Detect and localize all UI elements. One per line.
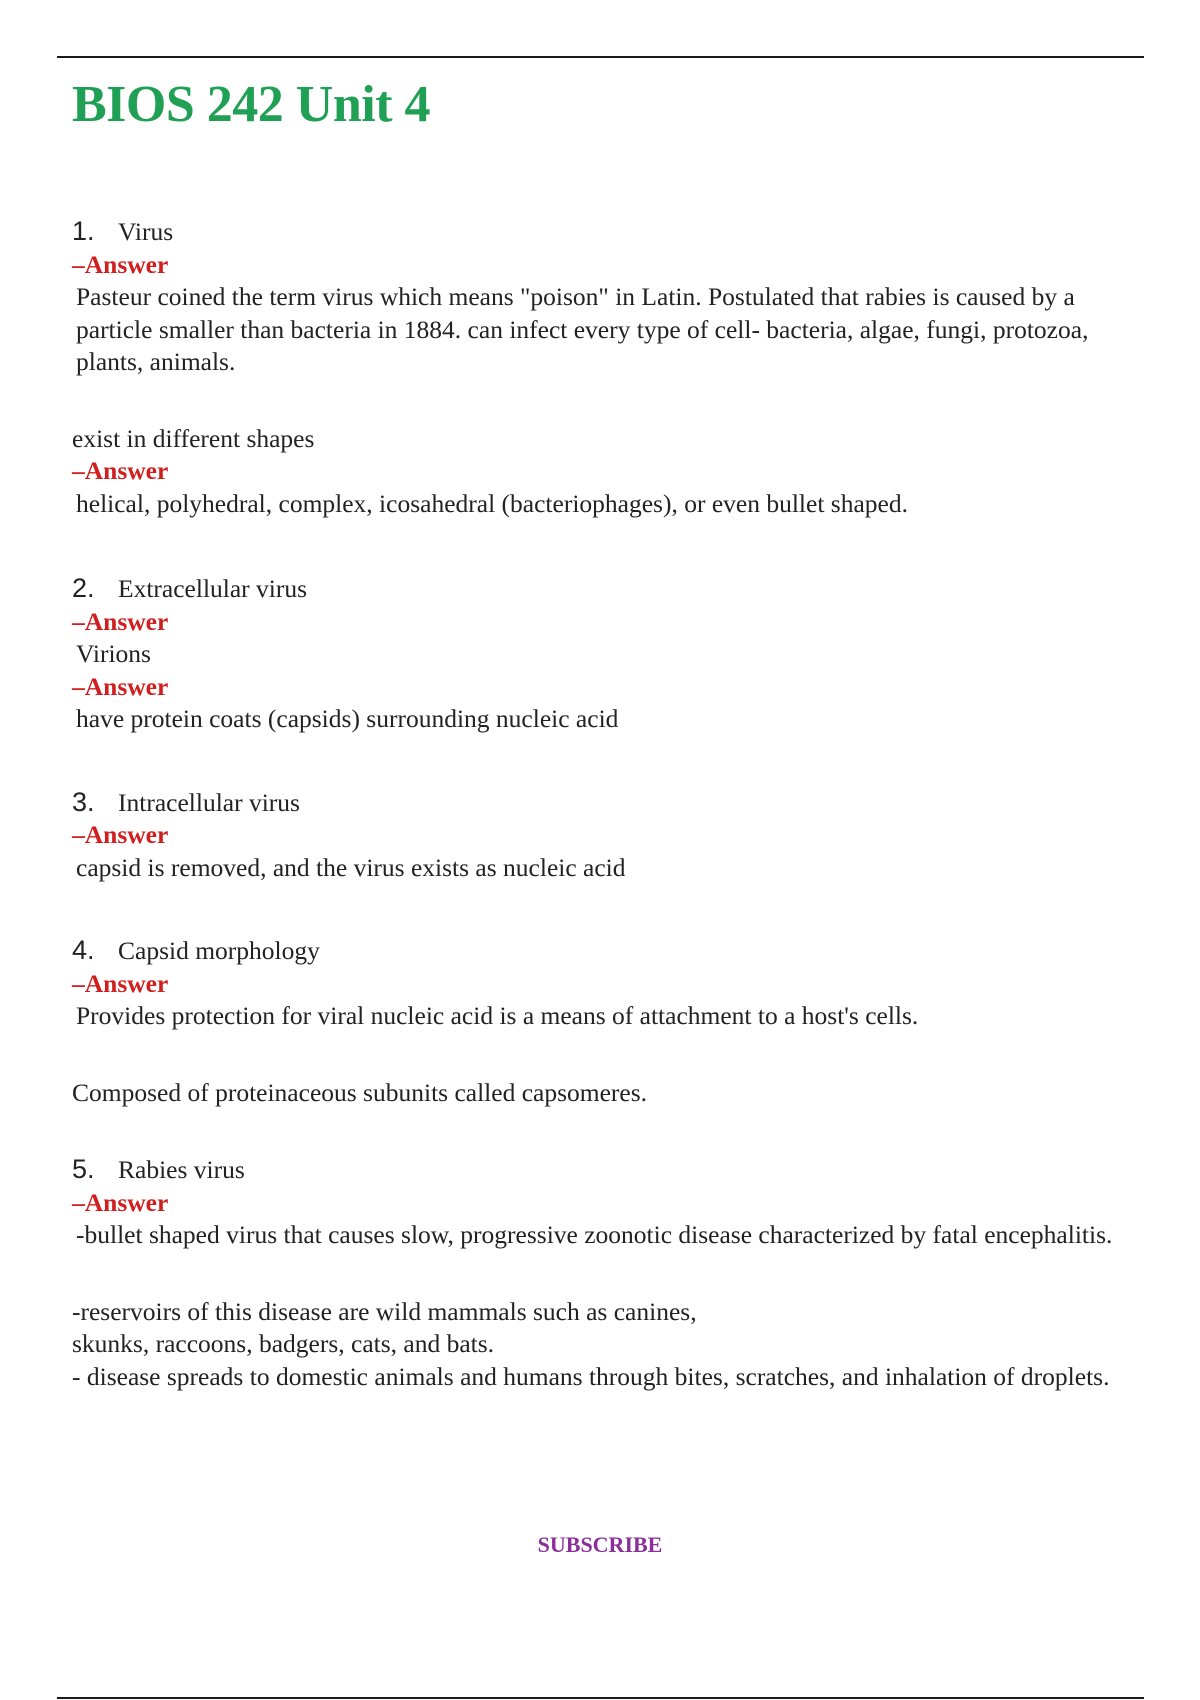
question-number: 3. xyxy=(72,786,95,817)
question-term: Rabies virus xyxy=(118,1155,245,1184)
answer-label: –Answer xyxy=(72,456,169,485)
answer-text: Virions xyxy=(76,639,151,668)
answer-label: –Answer xyxy=(72,249,169,279)
qa-content xyxy=(72,215,1132,1393)
subscribe-link[interactable]: SUBSCRIBE xyxy=(537,1532,663,1557)
answer-extra: Composed of proteinaceous subunits called capsomeres. xyxy=(72,1077,648,1107)
answer-extra: -reservoirs of this disease are wild mammals such as canines, xyxy=(72,1296,697,1326)
answer-label: –Answer xyxy=(72,820,169,849)
answer-label: –Answer xyxy=(72,606,169,636)
question-number: 4. xyxy=(72,935,95,965)
question-number: 1. xyxy=(72,216,95,246)
question-4 xyxy=(72,934,1132,968)
question-1 xyxy=(72,215,1132,249)
question-term: Extracellular virus xyxy=(118,574,308,603)
answer-label: –Answer xyxy=(72,1187,169,1217)
answer-extra: skunks, raccoons, badgers, cats, and bats. xyxy=(72,1329,495,1358)
page-title: BIOS 242 Unit 4 xyxy=(72,76,431,133)
question-5 xyxy=(72,1153,1132,1187)
question-term: Virus xyxy=(118,217,174,246)
answer-label: –Answer xyxy=(72,671,169,701)
answer-extra: - disease spreads to domestic animals and humans through bites, scratches, and inhalation of droplets. xyxy=(72,1361,1110,1391)
answer-text: Pasteur coined the term virus which means "poison" in Latin. Postulated that rabies is caused by a particle smaller than bacteria in 1884. can infect every type of cell- bacteria, algae, fungi, protozoa, plants, animals. xyxy=(76,282,1089,376)
question-number: 2. xyxy=(72,573,95,603)
answer-text: have protein coats (capsids) surrounding nucleic acid xyxy=(76,704,619,733)
answer-text: -bullet shaped virus that causes slow, progressive zoonotic disease characterized by fatal encephalitis. xyxy=(76,1220,1113,1249)
answer-label: –Answer xyxy=(72,968,169,998)
top-rule xyxy=(57,56,1144,58)
question-term: exist in different shapes xyxy=(72,423,315,453)
answer-text: capsid is removed, and the virus exists as nucleic acid xyxy=(76,852,626,882)
question-term: Capsid morphology xyxy=(118,936,320,965)
question-3 xyxy=(72,786,1132,820)
answer-text: Provides protection for viral nucleic acid is a means of attachment to a host's cells. xyxy=(76,1001,919,1030)
bottom-rule xyxy=(57,1697,1144,1699)
question-2 xyxy=(72,572,1132,606)
question-number: 5. xyxy=(72,1154,95,1184)
question-term: Intracellular virus xyxy=(118,787,300,817)
answer-text: helical, polyhedral, complex, icosahedral (bacteriophages), or even bullet shaped. xyxy=(76,488,908,518)
